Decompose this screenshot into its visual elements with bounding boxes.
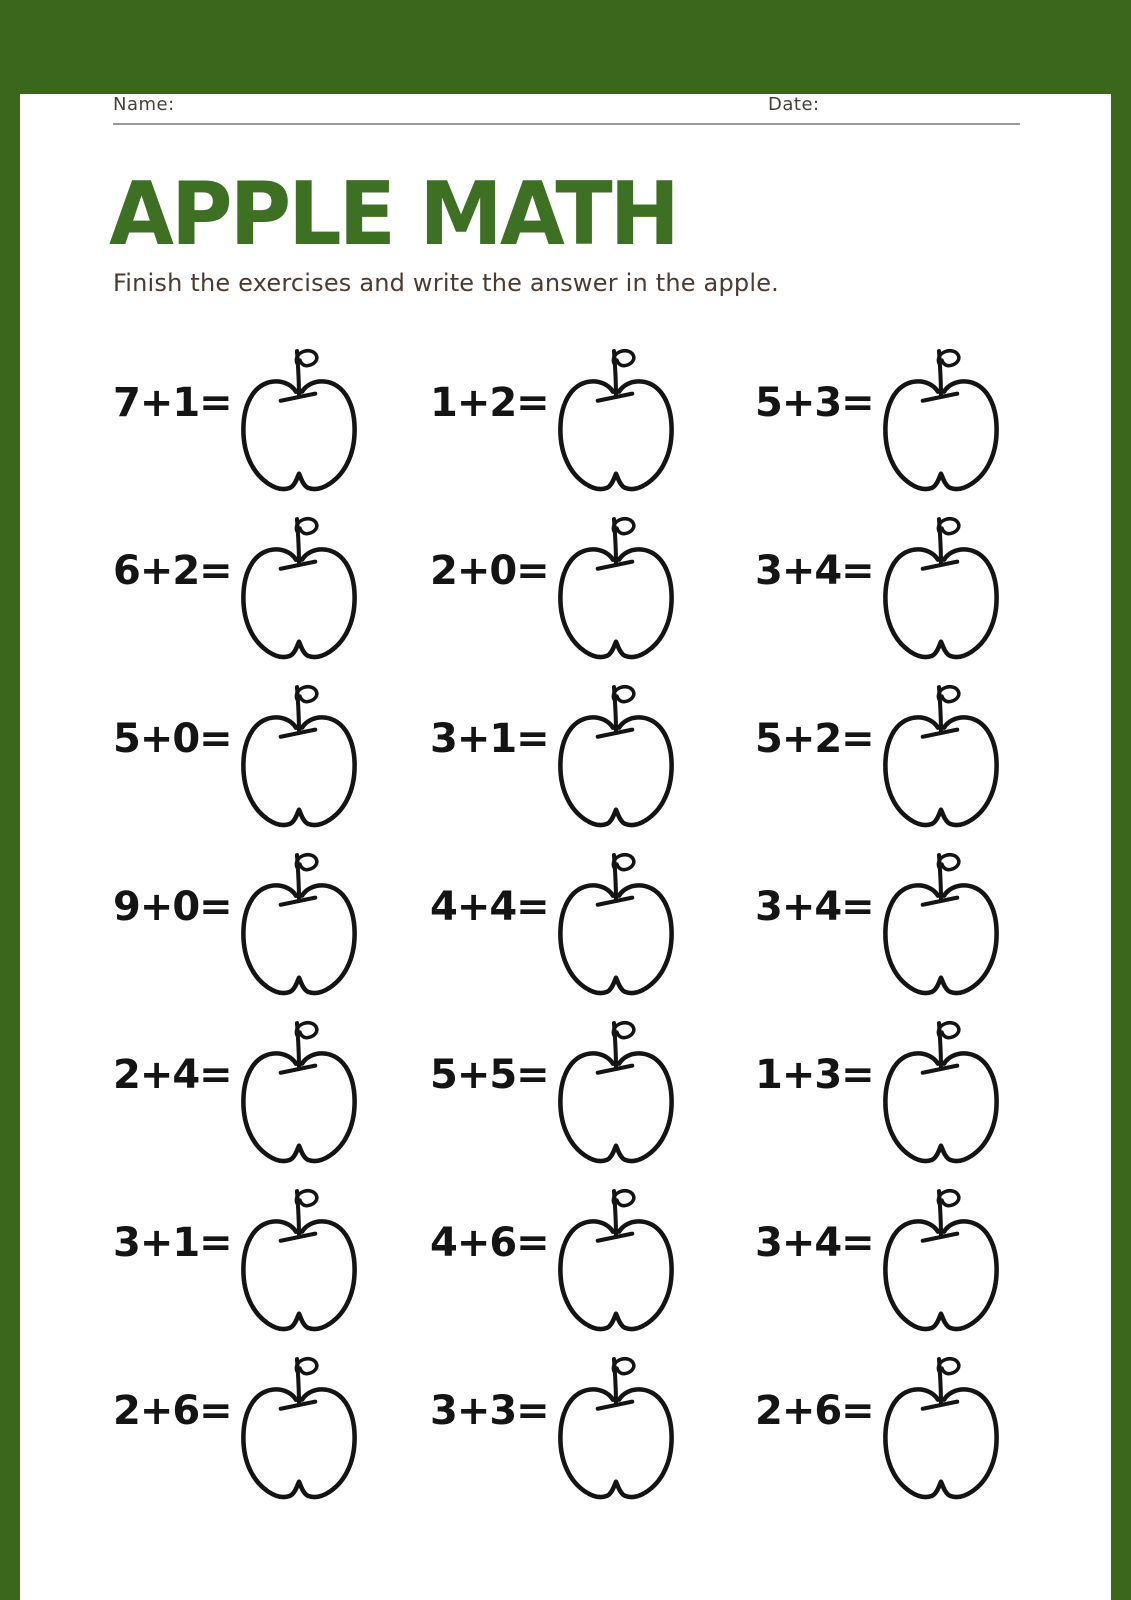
apple-outline-icon [880,680,1002,832]
apple-outline-icon [880,344,1002,496]
problem-expression: 2+6= [755,1388,874,1435]
problem-cell [113,991,430,1159]
problem-expression: 1+3= [755,1052,874,1099]
problem-expression: 1+2= [430,380,549,427]
problem-cell [430,823,755,991]
apple-outline-icon [238,512,360,664]
apple-outline-icon [555,1352,677,1504]
problem-expression: 5+3= [755,380,874,427]
apple-outline-icon [880,1352,1002,1504]
problem-expression: 5+0= [113,716,232,763]
problem-expression: 4+6= [430,1220,549,1267]
problem-expression: 3+3= [430,1388,549,1435]
problem-cell [113,319,430,487]
problem-cell [755,487,1071,655]
apple-outline-icon [238,1016,360,1168]
problem-cell [755,1159,1071,1327]
apple-outline-icon [555,848,677,1000]
problem-cell [755,319,1071,487]
problem-expression: 7+1= [113,380,232,427]
problem-cell [755,991,1071,1159]
apple-outline-icon [555,1016,677,1168]
problem-expression: 3+4= [755,1220,874,1267]
apple-outline-icon [880,1184,1002,1336]
problem-cell [755,1327,1071,1495]
problem-cell [430,487,755,655]
problem-expression: 2+6= [113,1388,232,1435]
apple-outline-icon [880,512,1002,664]
problem-cell [430,1159,755,1327]
problem-cell [113,487,430,655]
apple-outline-icon [880,848,1002,1000]
problem-cell [430,655,755,823]
problem-expression: 6+2= [113,548,232,595]
apple-outline-icon [238,344,360,496]
problem-cell [430,991,755,1159]
apple-outline-icon [555,680,677,832]
apple-outline-icon [555,344,677,496]
problem-expression: 3+1= [430,716,549,763]
problem-cell [430,319,755,487]
page-title: APPLE MATH [109,162,677,265]
problem-cell [430,1327,755,1495]
problem-expression: 2+4= [113,1052,232,1099]
name-date-underline [113,94,1020,125]
problem-expression: 3+4= [755,884,874,931]
problem-cell [113,655,430,823]
worksheet-page [20,94,1111,1600]
problem-expression: 3+4= [755,548,874,595]
apple-outline-icon [238,1352,360,1504]
apple-outline-icon [880,1016,1002,1168]
apple-outline-icon [238,848,360,1000]
problem-expression: 5+5= [430,1052,549,1099]
problem-expression: 3+1= [113,1220,232,1267]
problem-cell [755,655,1071,823]
name-label: Name: [113,94,175,115]
apple-outline-icon [238,1184,360,1336]
instructions-text: Finish the exercises and write the answer in the apple. [113,269,779,298]
problem-expression: 9+0= [113,884,232,931]
date-label: Date: [768,94,820,115]
problem-expression: 2+0= [430,548,549,595]
problem-cell [755,823,1071,991]
problem-expression: 4+4= [430,884,549,931]
apple-outline-icon [555,512,677,664]
problem-expression: 5+2= [755,716,874,763]
apple-outline-icon [238,680,360,832]
problem-cell [113,823,430,991]
apple-outline-icon [555,1184,677,1336]
problem-cell [113,1327,430,1495]
problem-cell [113,1159,430,1327]
problems-grid [113,319,1071,1495]
